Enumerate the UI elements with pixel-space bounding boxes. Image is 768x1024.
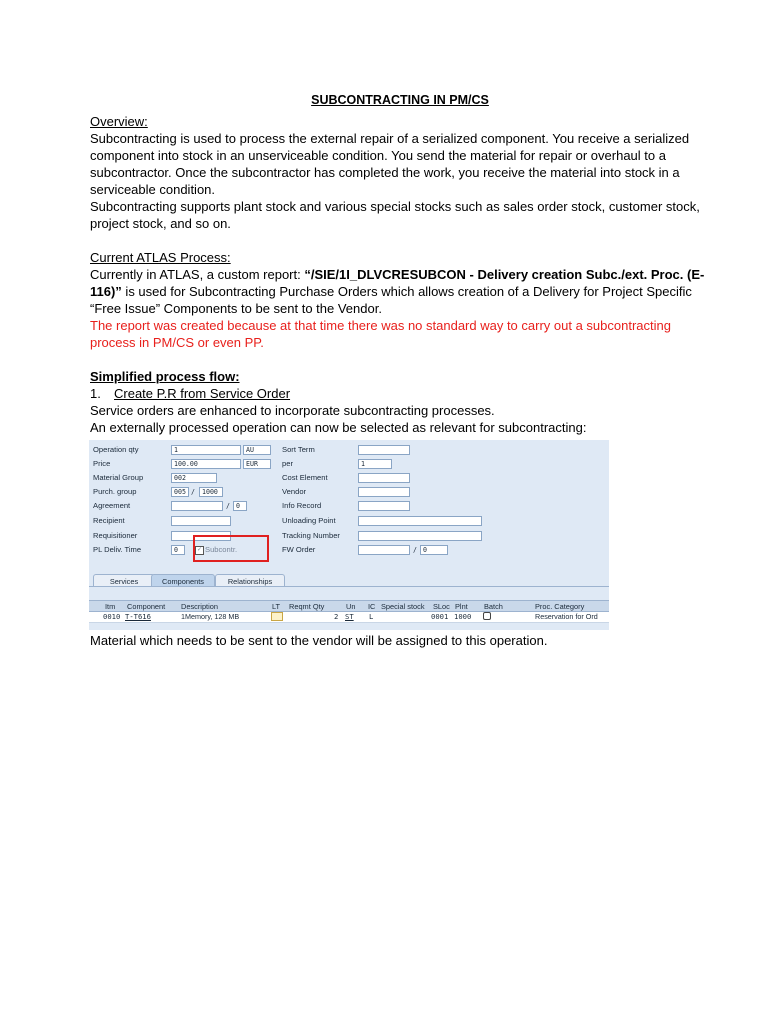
info-record-field[interactable]: [358, 501, 410, 511]
col-sloc: SLoc: [433, 602, 450, 611]
cost-element-field[interactable]: [358, 473, 410, 483]
cell-item: 0010: [103, 612, 121, 621]
label-unloading-point: Unloading Point: [282, 516, 336, 525]
currency-field[interactable]: EUR: [243, 459, 271, 469]
atlas-red-note: The report was created because at that time there was no standard way to carry out a subcontracting process in PM/CS or even PP.: [90, 318, 671, 350]
col-description: Description: [181, 602, 218, 611]
deliv-time-field[interactable]: 0: [171, 545, 185, 555]
label-recipient: Recipient: [93, 516, 125, 525]
highlight-box: [193, 535, 269, 562]
label-info-record: Info Record: [282, 501, 322, 510]
col-batch: Batch: [484, 602, 503, 611]
tracking-number-field[interactable]: [358, 531, 482, 541]
tab-components[interactable]: Components: [151, 574, 215, 587]
col-reqmt-qty: Reqmt Qty: [289, 602, 325, 611]
label-agreement: Agreement: [93, 501, 131, 510]
label-material-group: Material Group: [93, 473, 144, 482]
fw-order-separator: /: [413, 546, 417, 554]
price-field[interactable]: 100.00: [171, 459, 241, 469]
col-component: Component: [127, 602, 166, 611]
col-ic: IC: [368, 602, 376, 611]
unloading-point-field[interactable]: [358, 516, 482, 526]
atlas-report-name: “/SIE/1I_DLVCRESUBCON - Delivery creation Subc./ext. Proc. (E-116)”: [90, 267, 705, 299]
cell-qty: 2: [334, 612, 339, 621]
step-1-number: 1.: [90, 386, 101, 401]
cell-proc-category: Reservation for Ord: [535, 612, 598, 621]
sort-term-field[interactable]: [358, 445, 410, 455]
label-per: per: [282, 459, 293, 468]
agreement-separator: /: [226, 502, 230, 510]
fw-order-field[interactable]: [358, 545, 410, 555]
check-mark-icon: ✓: [196, 546, 203, 553]
cell-description: 1Memory, 128 MB: [181, 612, 240, 621]
cell-sloc: 0001: [431, 612, 449, 621]
step-1: [90, 385, 710, 402]
overview-paragraph-2: Subcontracting supports plant stock and various special stocks such as sales order stock, customer stock, project stock, and so on.: [90, 199, 700, 231]
label-price: Price: [93, 459, 111, 468]
purch-group-field[interactable]: 005: [171, 487, 189, 497]
operation-qty-field[interactable]: 1: [171, 445, 241, 455]
table-row[interactable]: [89, 612, 609, 623]
atlas-heading: Current ATLAS Process:: [90, 250, 231, 265]
purch-org-field[interactable]: 1000: [199, 487, 223, 497]
label-pl-deliv-time: PL Deliv. Time: [93, 545, 142, 554]
page-title: SUBCONTRACTING IN PM/CS: [311, 93, 489, 107]
pencil-icon[interactable]: [271, 612, 283, 621]
col-proc-category: Proc. Category: [535, 602, 585, 611]
cell-plant[interactable]: 1000: [454, 612, 472, 621]
atlas-rest: is used for Subcontracting Purchase Orders which allows creation of a Delivery for Project Specific “Free Issue” Components to be sent to the Vendor.: [90, 284, 692, 316]
label-purch-group: Purch. group: [93, 487, 137, 496]
cell-component[interactable]: T-T616: [125, 612, 151, 621]
tab-services[interactable]: Services: [93, 574, 155, 587]
purch-separator: /: [191, 488, 195, 496]
subcontract-label: Subcontr.: [205, 545, 238, 554]
after-screenshot-text: Material which needs to be sent to the vendor will be assigned to this operation.: [90, 633, 548, 648]
atlas-paragraph: [90, 266, 710, 317]
label-cost-element: Cost Element: [282, 473, 328, 482]
batch-search-icon[interactable]: [483, 612, 491, 620]
label-vendor: Vendor: [282, 487, 307, 496]
overview-paragraph-1: Subcontracting is used to process the external repair of a serialized component. You receive a serialized component into stock in an unserviceable condition. You send the material for repair or overhaul to a subcontractor. Once the subcontractor has completed the work, you receive the material into stock in a serviceable condition.: [90, 131, 690, 197]
cell-unit: ST: [345, 612, 354, 621]
label-fw-order: FW Order: [282, 545, 316, 554]
flow-line-2: An externally processed operation can now be selected as relevant for subcontracting:: [90, 420, 587, 435]
sap-screenshot: [89, 440, 609, 630]
tab-relationships[interactable]: Relationships: [215, 574, 285, 587]
operation-unit-field[interactable]: AU: [243, 445, 271, 455]
flow-line-1: Service orders are enhanced to incorporate subcontracting processes.: [90, 403, 495, 418]
agreement-item-field[interactable]: 0: [233, 501, 247, 511]
col-plant: Plnt: [455, 602, 468, 611]
material-group-field[interactable]: 002: [171, 473, 217, 483]
step-1-label: Create P.R from Service Order: [114, 386, 291, 401]
cell-ic: L: [369, 612, 374, 621]
label-tracking-number: Tracking Number: [282, 531, 340, 540]
tab-divider: [89, 586, 609, 587]
flow-heading: Simplified process flow:: [90, 369, 240, 384]
label-requisitioner: Requisitioner: [93, 531, 138, 540]
col-lt: LT: [272, 602, 281, 611]
components-table-header: [89, 600, 609, 612]
fw-order-item-field[interactable]: 0: [420, 545, 448, 555]
vendor-field[interactable]: [358, 487, 410, 497]
overview-heading: Overview:: [90, 114, 148, 129]
per-field[interactable]: 1: [358, 459, 392, 469]
document-body: [90, 92, 710, 436]
label-operation-qty: Operation qty: [93, 445, 139, 454]
label-sort-term: Sort Term: [282, 445, 315, 454]
atlas-intro: Currently in ATLAS, a custom report:: [90, 267, 305, 282]
col-item: Itm: [105, 602, 116, 611]
recipient-field[interactable]: [171, 516, 231, 526]
col-unit: Un: [346, 602, 356, 611]
agreement-field[interactable]: [171, 501, 223, 511]
col-special-stock: Special stock: [381, 602, 425, 611]
